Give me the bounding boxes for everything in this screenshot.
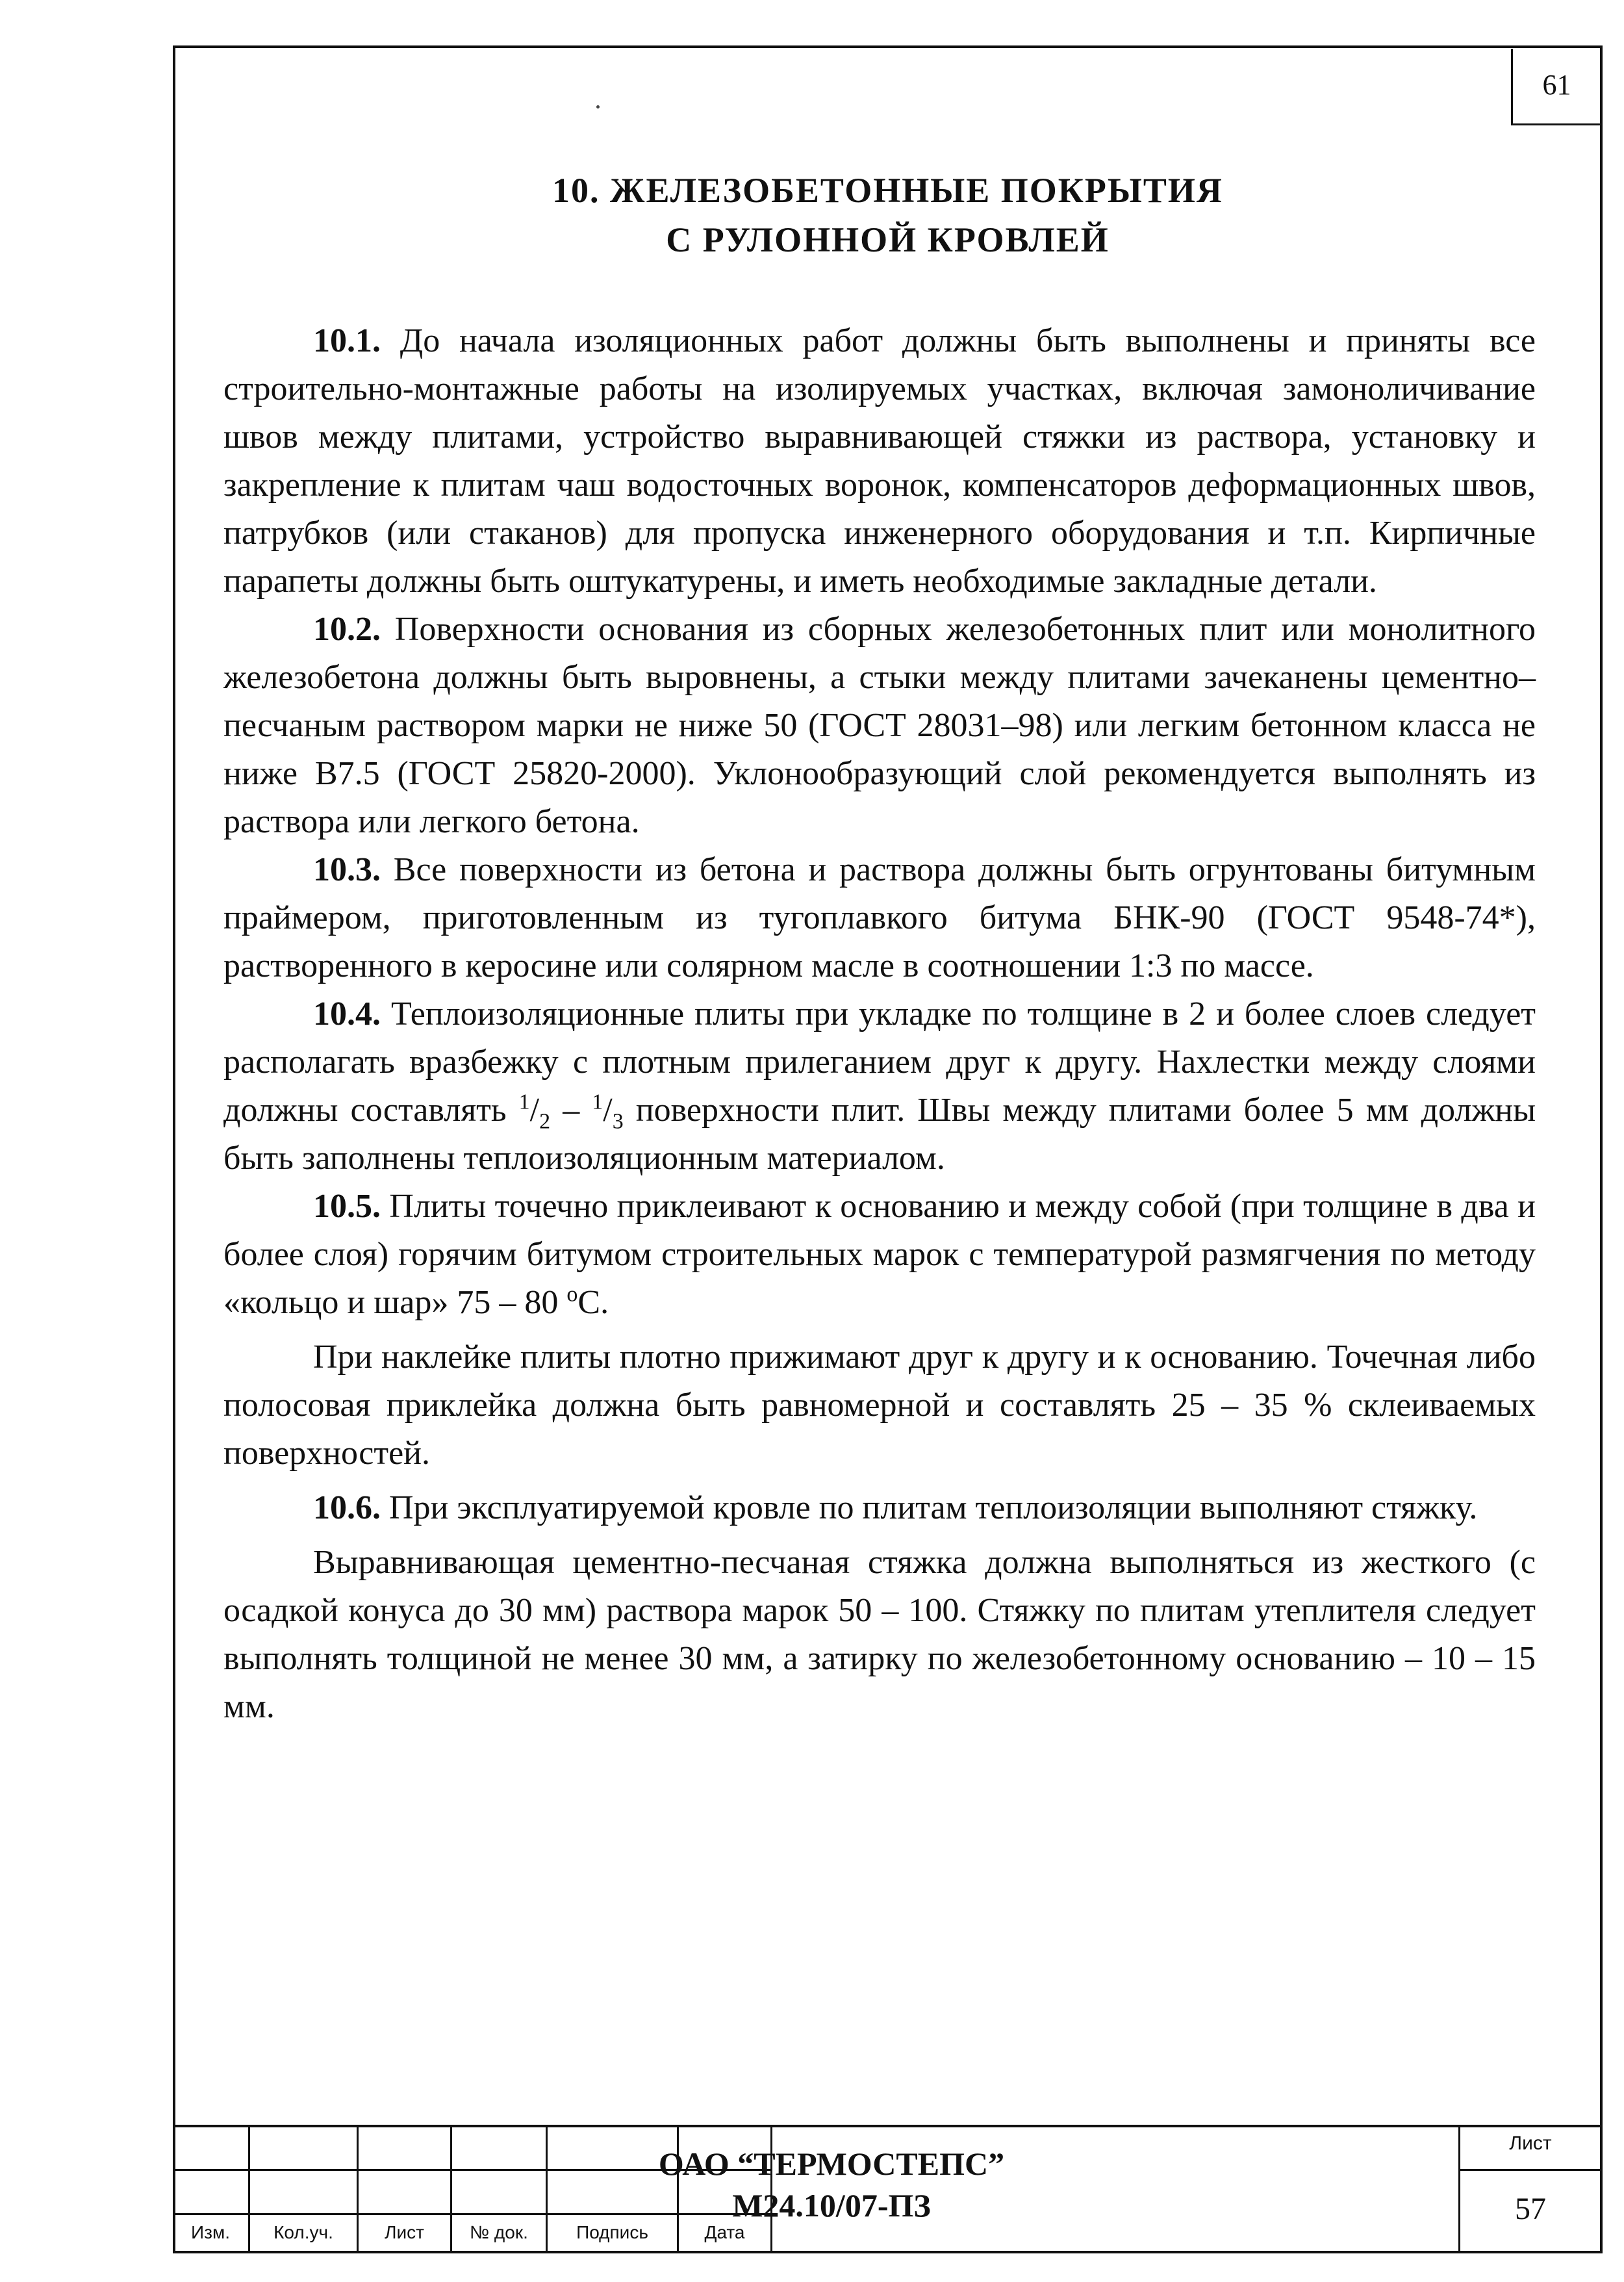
paragraph-text: Теплоизоляционные плиты при укладке по толщине в 2 и более слоев следует располагать вразбежку с плотным прилеганием друг к другу. Нахлестки между слоями должны составлять <box>223 995 1536 1129</box>
document-code: М24.10/07-ПЗ <box>732 2187 931 2224</box>
page-number: 61 <box>1542 69 1571 101</box>
paragraph-10-5-continued: При наклейке плиты плотно прижимают друг к другу и к основанию. Точечная либо полосовая приклейка должна быть равномерной и составлять 25 – 35 % склеиваемых поверхностей. <box>223 1339 1536 1472</box>
caption-change: Изм. <box>191 2222 230 2242</box>
clause-number: 10.2. <box>313 611 381 648</box>
clause-number: 10.5. <box>313 1188 381 1225</box>
paragraph-text: При эксплуатируемой кровле по плитам теплоизоляции выполняют стяжку. <box>381 1489 1478 1526</box>
paragraph-text: С. <box>577 1284 609 1321</box>
title-block-top-border <box>173 2125 1603 2127</box>
clause-number: 10.6. <box>313 1489 381 1526</box>
caption-signature: Подпись <box>576 2222 648 2242</box>
company-name: ОАО “ТЕРМОСТЕПС” <box>658 2146 1005 2182</box>
document-body <box>223 317 1536 1731</box>
fraction-numerator: 1 <box>592 1090 603 1114</box>
caption-doc-number: № док. <box>470 2222 528 2242</box>
company-and-code <box>598 2143 1065 2226</box>
paragraph-10-6-continued: Выравнивающая цементно-песчаная стяжка должна выполняться из жесткого (с осадкой конуса до 30 мм) раствора марок 50 – 100. Стяжку по плитам утеплителя следует выполнять толщиной не менее 30 мм, а затирку по железобетонному основанию – 10 – 15 мм. <box>223 1544 1536 1725</box>
paragraph-text: До начала изоляционных работ должны быть выполнены и приняты все строительно-монтажные работы на изолируемых участках, включая замоноличивание швов между плитами, устройство выравнивающей стяжки из раствора, установку и закрепление к плитам чаш водосточных воронок, компенсаторов деформационных швов, патрубков (или стаканов) для пропуска инженерного оборудования и т.п. Кирпичные парапеты должны быть оштукатурены, и иметь необходимые закладные детали. <box>223 322 1536 600</box>
paragraph-text: Все поверхности из бетона и раствора должны быть огрунтованы битумным праймером, приготовленным из тугоплавкого битума БНК-90 (ГОСТ 9548-74*), растворенного в керосине или солярном масле в соотношении 1:3 по массе. <box>223 851 1536 984</box>
paragraph-10-4: 10.4. Теплоизоляционные плиты при укладке по толщине в 2 и более слоев следует располагать вразбежку с плотным прилеганием друг к другу. Нахлестки между слоями должны составлять $^1/_2 - ^1/_3$ поверхности плит. Швы между плитами более 5 мм должны быть заполнены теплоизоляционным материалом. <box>223 995 1536 1177</box>
section-title-line1: 10. ЖЕЛЕЗОБЕТОННЫЕ ПОКРЫТИЯ <box>552 171 1223 210</box>
page-number-box <box>1511 49 1601 125</box>
paragraph-text: Поверхности основания из сборных железобетонных плит или монолитного железобетона должны быть выровнены, а стыки между плитами зачеканены цементно–песчаным раствором марки не ниже 50 (ГОСТ 28031–98) или легким бетонном класса не ниже В7.5 (ГОСТ 25820-2000). Уклонообразующий слой рекомендуется выполнять из раствора или легкого бетона. <box>223 611 1536 840</box>
paragraph-text: Плиты точечно приклеивают к основанию и между собой (при толщине в два и более слоя) горячим битумом строительных марок с температурой размягчения по методу «кольцо и шар» 75 – 80 <box>223 1188 1536 1321</box>
paragraph-10-1 <box>223 317 1536 606</box>
sheet-cell-divider <box>1458 2169 1603 2171</box>
caption-sheet: Лист <box>385 2222 424 2242</box>
paragraph-10-6 <box>223 1484 1536 1532</box>
section-title-line2: С РУЛОННОЙ КРОВЛЕЙ <box>666 220 1110 259</box>
paragraph-10-5 <box>223 1183 1536 1327</box>
sheet-number: 57 <box>1515 2192 1546 2226</box>
fraction-denominator: 2 <box>539 1109 551 1134</box>
sheet-label: Лист <box>1509 2133 1552 2154</box>
dash: – <box>550 1092 592 1129</box>
caption-date: Дата <box>704 2222 745 2242</box>
caption-quantity: Кол.уч. <box>273 2222 333 2242</box>
fraction-numerator: 1 <box>518 1090 530 1114</box>
paragraph-10-3 <box>223 846 1536 990</box>
clause-number: 10.1. <box>313 322 381 359</box>
degree-sign: o <box>566 1282 578 1307</box>
scan-speck <box>596 105 600 109</box>
clause-number: 10.3. <box>313 851 381 888</box>
clause-number: 10.4. <box>313 995 381 1032</box>
paragraph-10-2 <box>223 606 1536 846</box>
paragraph-text: поверхности плит. Швы между плитами более 5 мм должны быть заполнены теплоизоляционным материалом. <box>223 1092 1536 1177</box>
fraction-denominator: 3 <box>612 1109 624 1134</box>
